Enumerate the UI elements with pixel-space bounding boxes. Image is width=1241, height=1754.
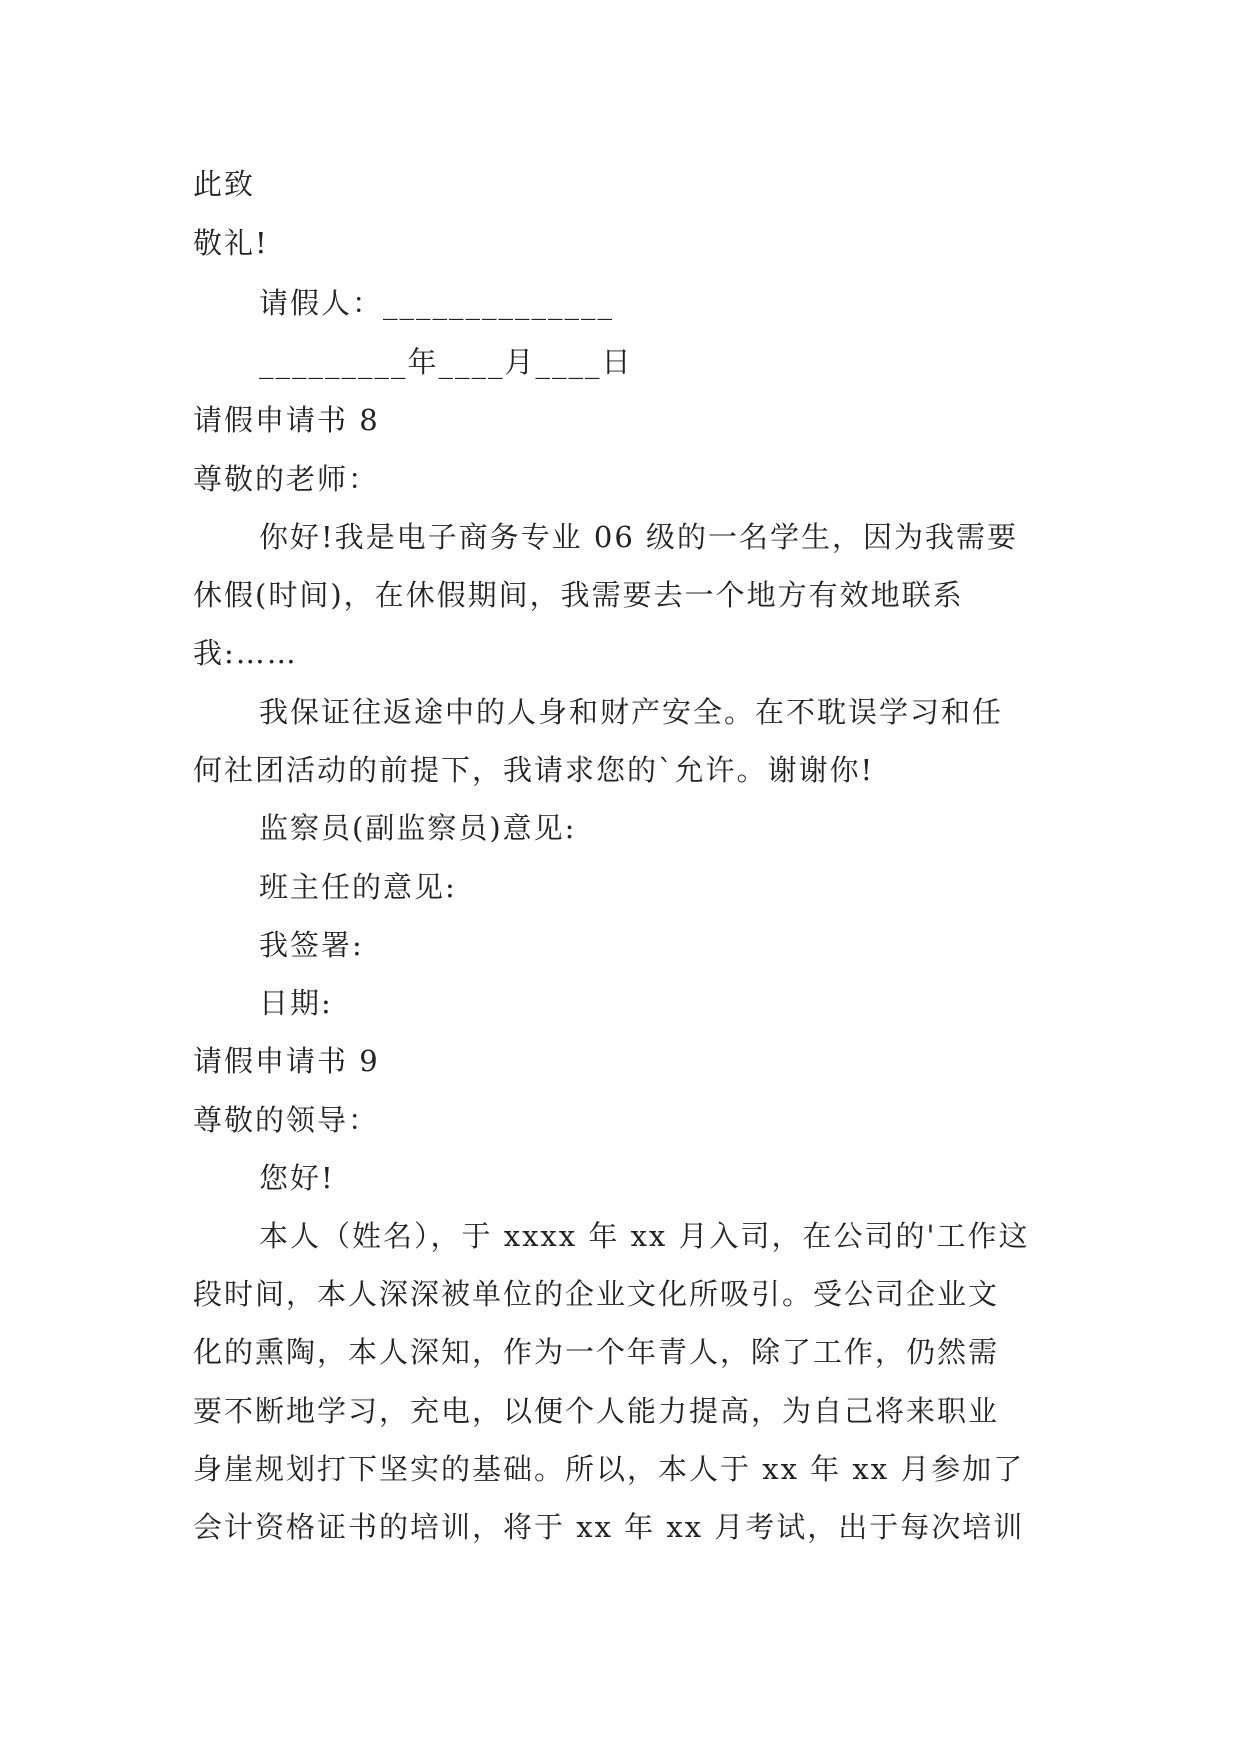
paragraph-line: 会计资格证书的培训，将于 xx 年 xx 月考试，出于每次培训 bbox=[193, 1510, 1025, 1544]
paragraph-line: 化的熏陶，本人深知，作为一个年青人，除了工作，仍然需 bbox=[193, 1335, 1000, 1369]
section-title-8: 请假申请书 8 bbox=[193, 403, 380, 437]
closing-regards: 敬礼! bbox=[193, 226, 269, 260]
closing-salutation: 此致 bbox=[193, 167, 256, 201]
paragraph-line: 本人（姓名），于 xxxx 年 xx 月入司，在公司的'工作这 bbox=[259, 1219, 1030, 1253]
section-title-9: 请假申请书 9 bbox=[193, 1044, 380, 1078]
date-field: 日期: bbox=[259, 986, 333, 1020]
paragraph-line: 何社团活动的前提下，我请求您的`允许。谢谢你! bbox=[193, 753, 875, 787]
paragraph-line: 你好!我是电子商务专业 06 级的一名学生，因为我需要 bbox=[259, 520, 1018, 554]
paragraph-line: 我:…… bbox=[193, 636, 298, 670]
applicant-signature-line: 请假人：______________ bbox=[259, 286, 615, 320]
paragraph-line: 休假(时间)，在休假期间，我需要去一个地方有效地联系 bbox=[193, 578, 964, 612]
paragraph-line: 段时间，本人深深被单位的企业文化所吸引。受公司企业文 bbox=[193, 1277, 1000, 1311]
supervisor-opinion: 监察员(副监察员)意见: bbox=[259, 811, 577, 845]
class-teacher-opinion: 班主任的意见: bbox=[259, 870, 457, 904]
paragraph-line: 要不断地学习，充电，以便个人能力提高，为自己将来职业 bbox=[193, 1394, 1000, 1428]
hello-line: 您好! bbox=[259, 1161, 335, 1195]
greeting-teacher: 尊敬的老师： bbox=[193, 462, 380, 496]
date-fill-line: _________年____月____日 bbox=[259, 345, 633, 379]
greeting-leader: 尊敬的领导： bbox=[193, 1103, 380, 1137]
paragraph-line: 我保证往返途中的人身和财产安全。在不耽误学习和任 bbox=[259, 695, 1004, 729]
signature-field: 我签署: bbox=[259, 928, 364, 962]
paragraph-line: 身崖规划打下坚实的基础。所以，本人于 xx 年 xx 月参加了 bbox=[193, 1452, 1025, 1486]
